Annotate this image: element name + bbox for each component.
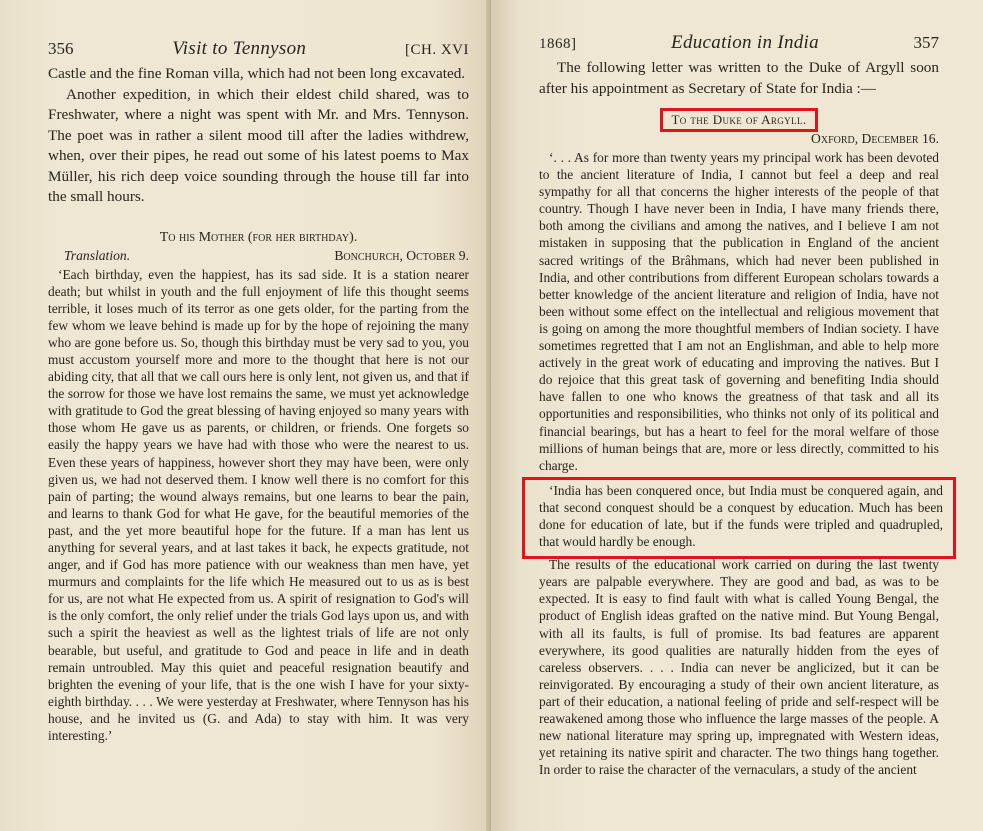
letter-body-mother: ‘Each birthday, even the happiest, has its sad side. It is a station nearer death; but whilst in youth and the full enjoyment of life this thought seems terrible, it loses much of its terror as one gets older, for the parting from the few whom we leave behind is made up for by the hope of rejoining the many who are gone before us. So, though this birthday must be very sad to you, you must accustom yourself more and more to the thought that here is not our abiding city, that all that we call ours here is only lent, not given us, and that if the sorrow for those we have lost remains the same, we must yet acknowledge with gratitude to God the great blessing of having enjoyed so many years with those whom He gave us as parents, or children, or friends. One forgets so easily the happy years we have had with those who were the nearest to us. Even these years of happiness, however short they may have been, were only given us, we had not deserved them. I know well there is no comfort for this pain of parting; the wound always remains, but one learns to bear the pain, and learns to thank God for what He gave, for the beautiful memories of the past, and the yet more beautiful hope for the future. If a man has lent us anything for several years, and at last takes it back, he expects gratitude, not anger, and if God has more patience with our weakness than men have, yet murmurs and complaints for the life which He measured out to us as is best for us, are not what He expected from us. A spirit of resignation to God's will is the only comfort, the only relief under the trials God lays upon us, and with such a spirit the heaviest as well as the lightest trials of life are not only bearable, but useful, and gratitude to God and peace in life and in death remain untroubled. May this quiet and peaceful resignation beautify and brighten the evening of your life, that is the one wish I have for your sixty-eighth birthday. . . . We were yesterday at Freshwater, where Tennyson has his house, and he invited us (G. and Ada) to stay with him. It was very interesting.’ — [48, 266, 469, 744]
right-page-number: 357 — [913, 33, 939, 52]
right-running-title: Education in India — [671, 32, 819, 53]
translation-label: Translation. — [64, 247, 131, 263]
highlighted-quote: ‘India has been conquered once, but India must be conquered again, and that second conquest should be a conquest by education. Much has been done for education of late, but if the funds were tripled and quadrupled, that would hardly be enough. — [539, 482, 943, 550]
paragraph-1: Castle and the fine Roman villa, which had not been long excavated. — [48, 65, 466, 82]
left-running-head — [48, 38, 469, 60]
intro-paragraph: The following letter was written to the Duke of Argyll soon after his appointment as Secretary of State for India :— — [539, 59, 939, 97]
chapter-marker: [CH. XVI — [404, 42, 469, 58]
letter-heading-wrap — [539, 111, 939, 129]
letter-heading-argyll: To the Duke of Argyll. — [663, 111, 814, 129]
right-page — [491, 0, 983, 831]
letter-body-part-2: The results of the educational work carried on during the last twenty years are palpable everywhere. They are good and bad, as was to be expected. It is easy to find fault with what is called Young Bengal, the product of English ideas grafted on the native mind. But Young Bengal, with all its faults, is full of promise. Its bad features are apparent everywhere, its good qualities are naturally hidden from the eyes of careless observers. . . . India can never be anglicized, but it can be reinvigorated. By encouraging a study of their own ancient literature, as part of their education, a national feeling of pride and self-respect will be reawakened among those who influence the large masses of the people. A new national literature may spring up, impregnated with Western ideas, yet retaining its native spirit and character. The two things hang together. In order to raise the character of the vernaculars, a study of the ancient — [539, 557, 939, 778]
letter-place-date-argyll: Oxford, December 16. — [811, 131, 939, 146]
right-running-head — [539, 32, 939, 54]
year-marker: 1868] — [539, 36, 577, 52]
letter-meta-line — [48, 248, 469, 264]
highlighted-quote-box — [525, 480, 953, 556]
left-page — [0, 0, 491, 831]
left-page-number: 356 — [48, 39, 74, 58]
paragraph-2: Another expedition, in which their eldest child shared, was to Freshwater, where a night was spent with Mr. and Mrs. Tennyson. The poet was in rather a silent mood till after the ladies withdrew, when, over their pipes, he read out some of his latest poems to Max Müller, his rich deep voice sounding through the house till far into the small hours. — [48, 85, 469, 205]
letter-place-date: Bonchurch, October 9. — [334, 247, 469, 263]
letter-body-part-1: ‘. . . As for more than twenty years my principal work has been devoted to the ancient literature of India, I cannot but feel a deep and real sympathy for all that concerns the higher interests of the people of that country. Though I have never been in India, I have many friends there, both among the civilians and among the natives, and I believe I am not mistaken in supposing that the publication in England of the ancient sacred writings of the Brâhmans, which had never been published in India, and other contributions from different European scholars towards a better knowledge of the ancient literature and religion of India, have not been without some effect on the intellectual and religious movement that is going on among the more thoughtful members of Indian society. I have sometimes regretted that I am not an Englishman, and able to help more actively in the great work of educating and improving the natives. But I do rejoice that this great task of governing and benefiting India should have fallen to one who knows the greatness of that task and all its opportunities and responsibilities, who thinks not only of its political and financial bearings, but has a heart to feel for the moral welfare of those millions of human beings that are, more or less directly, committed to his charge. — [539, 150, 939, 473]
left-running-title: Visit to Tennyson — [172, 38, 307, 59]
letter-heading-mother: To his Mother (for her birthday). — [159, 229, 358, 245]
